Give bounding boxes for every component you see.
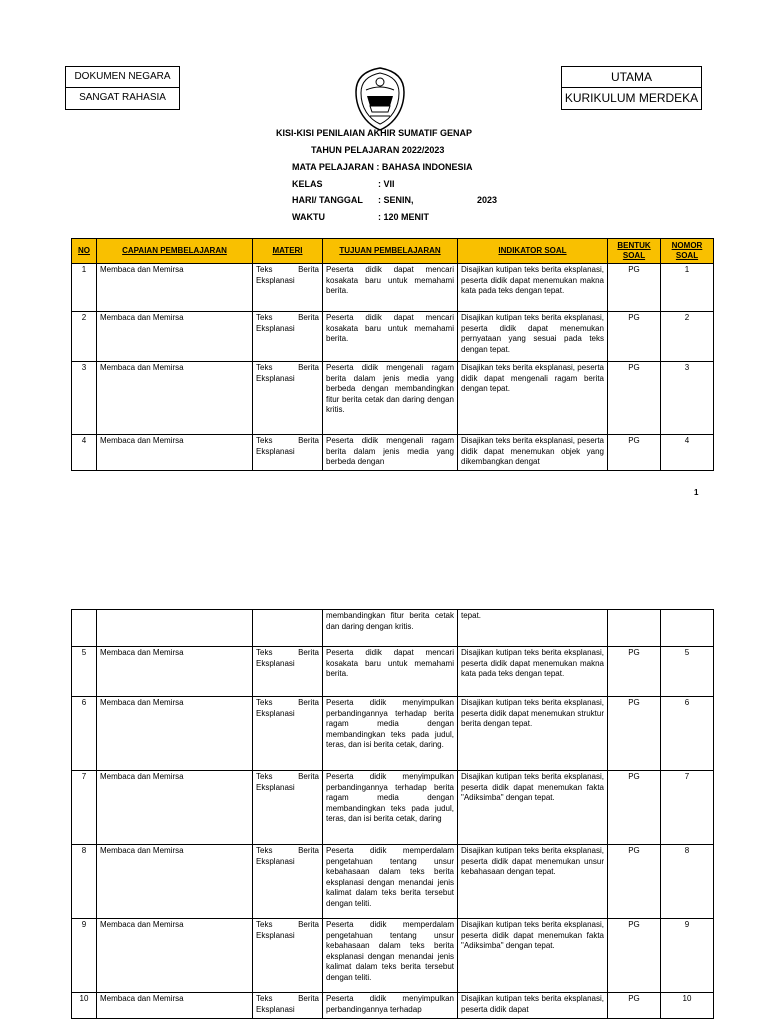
cell-nomor: 2 (661, 312, 714, 362)
header-bentuk: BENTUK SOAL (608, 239, 661, 264)
table-row (72, 697, 714, 771)
cell-capaian: Membaca dan Memirsa (97, 771, 253, 845)
cell-bentuk: PG (608, 312, 661, 362)
cell-tujuan: Peserta didik dapat mencari kosakata baru untuk memahami berita. (323, 312, 458, 362)
header-capaian: CAPAIAN PEMBELAJARAN (97, 239, 253, 264)
cell-no: 7 (72, 771, 97, 845)
kelas-label: KELAS (292, 179, 323, 189)
cell-capaian: Membaca dan Memirsa (97, 845, 253, 919)
school-year: TAHUN PELAJARAN 2022/2023 (311, 145, 445, 155)
cell-indikator: Disajikan kutipan teks berita eksplanasi, peserta didik dapat menemukan struktur berita dengan tepat. (458, 697, 608, 771)
table-row (72, 919, 714, 993)
kurikulum-merdeka-label: KURIKULUM MERDEKA (564, 91, 699, 105)
hari-value: : SENIN, (378, 195, 414, 205)
cell-indikator: Disajikan kutipan teks berita eksplanasi, peserta didik dapat menemukan fakta "Adiksimba" dengan tepat. (458, 919, 608, 993)
page-number: 1 (694, 488, 699, 497)
table-row (72, 264, 714, 312)
doc-classification-box (65, 66, 180, 110)
table-row (72, 312, 714, 362)
cell-capaian: Membaca dan Memirsa (97, 697, 253, 771)
cell-bentuk: PG (608, 845, 661, 919)
cell-indikator: Disajikan kutipan teks berita eksplanasi, peserta didik dapat (458, 993, 608, 1019)
cell-no: 9 (72, 919, 97, 993)
cell-capaian: Membaca dan Memirsa (97, 312, 253, 362)
cell-capaian: Membaca dan Memirsa (97, 919, 253, 993)
cell-tujuan: Peserta didik mengenali ragam berita dalam jenis media yang berbeda dengan membandingkan fitur berita cetak dan daring dengan kritis. (323, 362, 458, 435)
header-tujuan: TUJUAN PEMBELAJARAN (323, 239, 458, 264)
cell-nomor: 8 (661, 845, 714, 919)
table-row (72, 647, 714, 697)
cell-capaian: Membaca dan Memirsa (97, 647, 253, 697)
cell-bentuk: PG (608, 993, 661, 1019)
curriculum-box (561, 66, 702, 110)
regional-emblem-logo (352, 66, 408, 132)
cell-capaian: Membaca dan Memirsa (97, 362, 253, 435)
cell-bentuk: PG (608, 647, 661, 697)
cell-tujuan: membandingkan fitur berita cetak dan daring dengan kritis. (323, 610, 458, 647)
cell-nomor: 9 (661, 919, 714, 993)
cell-bentuk: PG (608, 771, 661, 845)
cell-nomor: 10 (661, 993, 714, 1019)
cell-no: 4 (72, 435, 97, 471)
cell-no: 3 (72, 362, 97, 435)
cell-capaian: Membaca dan Memirsa (97, 993, 253, 1019)
cell-materi: Teks Berita Eksplanasi (253, 919, 323, 993)
cell-materi: Teks Berita Eksplanasi (253, 771, 323, 845)
table-row (72, 362, 714, 435)
cell-nomor: 4 (661, 435, 714, 471)
cell-materi: Teks Berita Eksplanasi (253, 647, 323, 697)
cell-nomor: 3 (661, 362, 714, 435)
cell-tujuan: Peserta didik memperdalam pengetahuan tentang unsur kebahasaan dalam teks berita eksplanasi dengan menandai jenis kalimat dalam teks berita tersebut dengan teliti. (323, 919, 458, 993)
kisi-kisi-table-page2 (71, 609, 714, 1019)
cell-capaian: Membaca dan Memirsa (97, 435, 253, 471)
waktu-value: : 120 MENIT (378, 212, 430, 222)
table-row (72, 845, 714, 919)
hari-year: 2023 (477, 195, 498, 205)
cell-materi: Teks Berita Eksplanasi (253, 312, 323, 362)
cell-indikator: Disajikan teks berita eksplanasi, peserta didik dapat menemukan objek yang dikembangkan dengat (458, 435, 608, 471)
cell-no: 6 (72, 697, 97, 771)
subject-line: MATA PELAJARAN : BAHASA INDONESIA (292, 162, 473, 172)
cell-bentuk: PG (608, 919, 661, 993)
table-row (72, 993, 714, 1019)
cell-tujuan: Peserta didik dapat mencari kosakata baru untuk memahami berita. (323, 264, 458, 312)
cell-no: 1 (72, 264, 97, 312)
cell-no: 10 (72, 993, 97, 1019)
cell-materi: Teks Berita Eksplanasi (253, 264, 323, 312)
cell-indikator: Disajikan kutipan teks berita eksplanasi, peserta didik dapat menemukan fakta "Adiksimba" dengan tepat. (458, 771, 608, 845)
cell-nomor: 1 (661, 264, 714, 312)
cell-capaian: Membaca dan Memirsa (97, 264, 253, 312)
dokumen-negara-label: DOKUMEN NEGARA (66, 67, 179, 88)
cell-tujuan: Peserta didik dapat mencari kosakata baru untuk memahami berita. (323, 647, 458, 697)
kelas-value: : VII (378, 179, 395, 189)
cell-indikator: Disajikan kutipan teks berita eksplanasi, peserta didik dapat menemukan unsur kebahasaan dengan tepat. (458, 845, 608, 919)
table-header-row (72, 239, 714, 264)
cell-tujuan: Peserta didik memperdalam pengetahuan tentang unsur kebahasaan dalam teks berita eksplanasi dengan menandai jenis kalimat dalam teks berita tersebut dengan teliti. (323, 845, 458, 919)
cell-no: 8 (72, 845, 97, 919)
cell-tujuan: Peserta didik mengenali ragam berita dalam jenis media yang berbeda dengan (323, 435, 458, 471)
cell-tujuan: Peserta didik menyimpulkan perbandingannya terhadap berita ragam media dengan membandingkan teks pada judul, teras, dan isi berita cetak, daring (323, 771, 458, 845)
header-indikator: INDIKATOR SOAL (458, 239, 608, 264)
cell-nomor: 7 (661, 771, 714, 845)
kisi-kisi-table-page1 (71, 238, 714, 471)
doc-title: KISI-KISI PENILAIAN AKHIR SUMATIF GENAP (276, 128, 473, 138)
cell-indikator: Disajikan kutipan teks berita eksplanasi, peserta didik dapat menemukan pernyataan yang sesuai pada teks dengan tepat. (458, 312, 608, 362)
cell-bentuk: PG (608, 697, 661, 771)
cell-indikator: Disajikan kutipan teks berita eksplanasi, peserta didik dapat menemukan makna kata pada teks dengan tepat. (458, 647, 608, 697)
cell-materi: Teks Berita Eksplanasi (253, 845, 323, 919)
cell-materi: Teks Berita Eksplanasi (253, 993, 323, 1019)
header-materi: MATERI (253, 239, 323, 264)
table-row (72, 435, 714, 471)
sangat-rahasia-label: SANGAT RAHASIA (79, 92, 166, 103)
cell-materi: Teks Berita Eksplanasi (253, 362, 323, 435)
cell-no: 5 (72, 647, 97, 697)
cell-nomor: 5 (661, 647, 714, 697)
cell-tujuan: Peserta didik menyimpulkan perbandingannya terhadap (323, 993, 458, 1019)
continuation-row (72, 610, 714, 647)
header-nomor: NOMOR SOAL (661, 239, 714, 264)
table-row (72, 771, 714, 845)
hari-label: HARI/ TANGGAL (292, 195, 363, 205)
waktu-label: WAKTU (292, 212, 325, 222)
header-no: NO (72, 239, 97, 264)
cell-indikator: Disajikan kutipan teks berita eksplanasi, peserta didik dapat menemukan makna kata pada teks dengan tepat. (458, 264, 608, 312)
cell-indikator: Disajikan teks berita eksplanasi, peserta didik dapat mengenali ragam berita dengan tepat. (458, 362, 608, 435)
cell-bentuk: PG (608, 264, 661, 312)
cell-bentuk: PG (608, 435, 661, 471)
cell-materi: Teks Berita Eksplanasi (253, 697, 323, 771)
cell-no: 2 (72, 312, 97, 362)
cell-materi: Teks Berita Eksplanasi (253, 435, 323, 471)
utama-label: UTAMA (562, 67, 701, 88)
cell-nomor: 6 (661, 697, 714, 771)
cell-bentuk: PG (608, 362, 661, 435)
cell-tujuan: Peserta didik menyimpulkan perbandingannya terhadap berita ragam media dengan membandingkan teks pada judul, teras, dan isi berita cetak, daring. (323, 697, 458, 771)
cell-indikator: tepat. (458, 610, 608, 647)
